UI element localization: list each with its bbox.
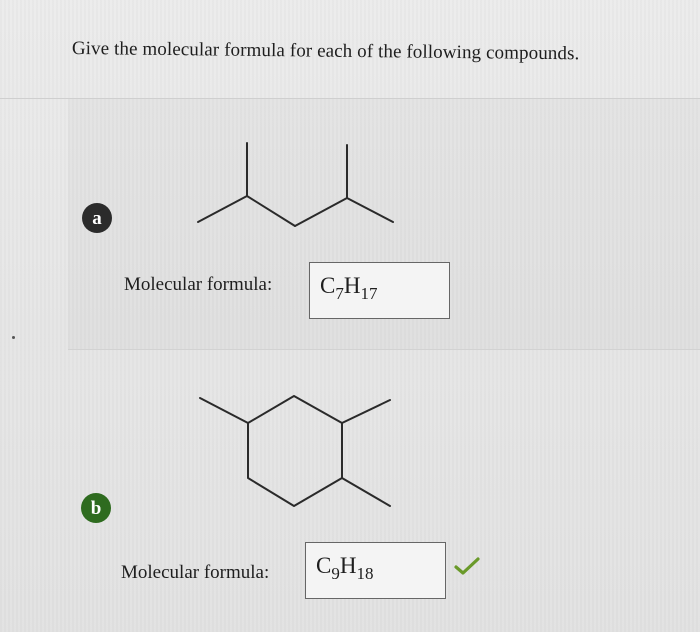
bond (200, 398, 248, 423)
bond (347, 198, 393, 222)
formula-element: C (320, 273, 336, 298)
ring (248, 396, 342, 506)
question-header (0, 0, 700, 99)
formula-subscript: 7 (335, 284, 344, 303)
part-b-molecule-structure (192, 388, 402, 518)
formula-element: H (339, 553, 357, 578)
formula-subscript: 18 (356, 564, 374, 583)
formula-element: C (316, 553, 332, 578)
stray-dot (12, 336, 15, 339)
bond (198, 196, 247, 222)
part-a-formula-label: Molecular formula: (124, 274, 273, 295)
bond (342, 478, 390, 506)
bond (247, 196, 295, 226)
formula-element: H (343, 273, 361, 298)
formula-subscript: 17 (360, 284, 378, 303)
part-a-molecule-structure (195, 138, 395, 238)
formula-subscript: 9 (331, 564, 340, 583)
bond (295, 198, 347, 226)
part-b-formula-label: Molecular formula: (121, 562, 270, 583)
part-a-badge: a (82, 203, 112, 233)
question-prompt: Give the molecular formula for each of the following compounds. (71, 38, 580, 65)
part-b-badge: b (81, 493, 111, 523)
checkmark-icon (453, 556, 481, 576)
part-a-formula-input[interactable] (309, 262, 450, 319)
bond (342, 400, 390, 423)
part-b-formula-input[interactable] (305, 542, 446, 599)
